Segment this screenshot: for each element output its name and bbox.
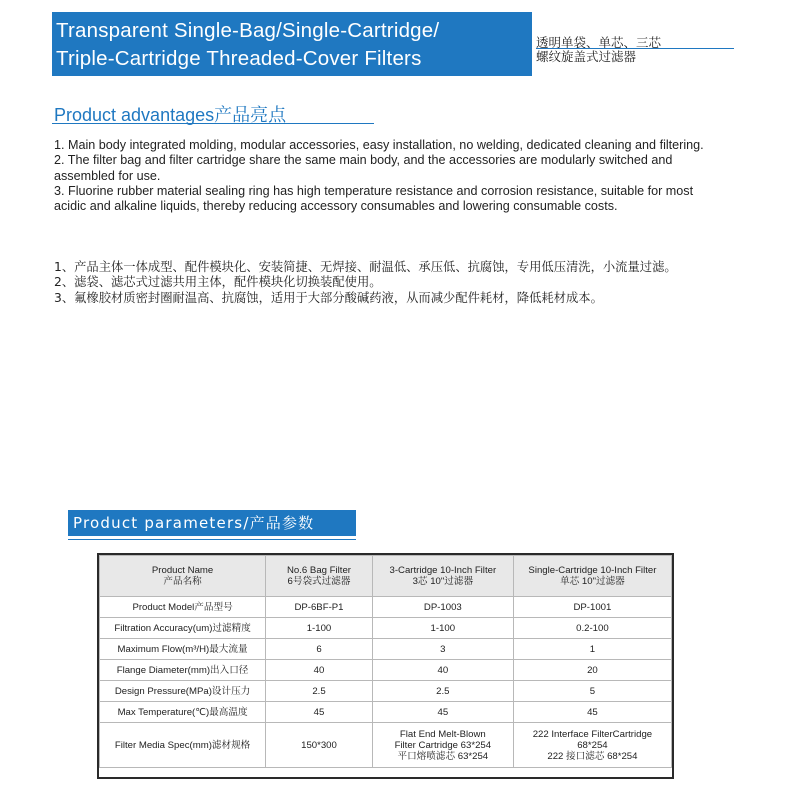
row-label: Filtration Accuracy(um)过滤精度: [100, 618, 266, 639]
row-value: 5: [513, 681, 671, 702]
title-cn: [536, 36, 661, 64]
row-value: [372, 723, 513, 768]
header-cell: [513, 556, 671, 597]
row-value: 1: [513, 639, 671, 660]
title-banner: [52, 12, 532, 76]
media-line: 68*254: [577, 739, 608, 751]
table-row: [100, 702, 672, 723]
row-value: 150*300: [266, 723, 373, 768]
header-cell: [266, 556, 373, 597]
title-cn-divider: [536, 48, 734, 49]
header-en: No.6 Bag Filter: [286, 565, 351, 576]
header-en: Single-Cartridge 10-Inch Filter: [528, 565, 657, 576]
header-en: 3-Cartridge 10-Inch Filter: [389, 565, 497, 576]
table-row: [100, 723, 672, 768]
advantage-cn-item: 2、滤袋、滤芯式过滤共用主体，配件模块化切换装配使用。: [54, 275, 382, 290]
header-en: Product Name: [151, 565, 214, 576]
header-cn: 产品名称: [163, 576, 202, 587]
row-value: 2.5: [372, 681, 513, 702]
header-cn: 单芯 10"过滤器: [560, 576, 625, 587]
row-label: Maximum Flow(m³/H)最大流量: [100, 639, 266, 660]
row-value: 1-100: [266, 618, 373, 639]
header-cell: [372, 556, 513, 597]
row-value: 0.2-100: [513, 618, 671, 639]
row-value: 45: [266, 702, 373, 723]
parameters-table: [99, 555, 672, 768]
title-en-line1: Transparent Single-Bag/Single-Cartridge/: [56, 19, 440, 42]
media-line: Flat End Melt-Blown: [399, 728, 486, 740]
advantage-cn-item: 1、产品主体一体成型、配件模块化、安装简捷、无焊接、耐温低、承压低、抗腐蚀，专用低压清洗，小流量过滤。: [54, 260, 677, 274]
row-label: Design Pressure(MPa)设计压力: [100, 681, 266, 702]
table-row: [100, 660, 672, 681]
parameters-heading: Product parameters/产品参数: [68, 510, 356, 536]
header-cell: [100, 556, 266, 597]
table-row: [100, 618, 672, 639]
table-row: [100, 681, 672, 702]
advantage-cn-item: 3、氟橡胶材质密封圈耐温高、抗腐蚀，适用于大部分酸碱药液，从而减少配件耗材，降低耗材成本。: [54, 290, 603, 305]
title-cn-line2: 螺纹旋盖式过滤器: [536, 49, 637, 64]
media-line: 222 Interface FilterCartridge: [532, 728, 653, 740]
row-label: Product Model产品型号: [100, 597, 266, 618]
row-value: 3: [372, 639, 513, 660]
row-value: DP-1001: [513, 597, 671, 618]
table-header-row: [100, 556, 672, 597]
row-value: 6: [266, 639, 373, 660]
row-value: DP-1003: [372, 597, 513, 618]
advantage-en-item: 1. Main body integrated molding, modular accessories, easy installation, no welding, dedicated cleaning and filtering.: [54, 138, 704, 152]
advantages-divider: [52, 123, 374, 124]
advantage-en-item: 3. Fluorine rubber material sealing ring has high temperature resistance and corrosion resistance, suitable for most acidic and alkaline liquids, thereby reducing accessory consumables and lowering consumable costs.: [54, 183, 694, 214]
media-line: 222 接口滤芯 68*254: [547, 750, 638, 762]
advantages-cn-list: [54, 260, 724, 306]
advantages-heading: Product advantages产品亮点: [54, 105, 287, 125]
header-cn: 6号袋式过滤器: [287, 576, 351, 587]
media-line: 平口熔喷滤芯 63*254: [397, 750, 489, 762]
row-value: [513, 723, 671, 768]
row-value: DP-6BF-P1: [266, 597, 373, 618]
table-row: [100, 639, 672, 660]
advantages-en-list: [54, 138, 724, 214]
row-value: 2.5: [266, 681, 373, 702]
advantage-en-item: 2. The filter bag and filter cartridge share the same main body, and the accessories are modularly switched and assembled for use.: [54, 153, 673, 183]
row-value: 1-100: [372, 618, 513, 639]
row-value: 45: [372, 702, 513, 723]
title-cn-line1: 透明单袋、单芯、三芯: [536, 35, 662, 50]
row-value: 45: [513, 702, 671, 723]
row-value: 40: [266, 660, 373, 681]
row-value: 20: [513, 660, 671, 681]
row-label: Filter Media Spec(mm)滤材规格: [100, 723, 266, 768]
media-line: Filter Cartridge 63*254: [394, 739, 492, 751]
header-cn: 3芯 10"过滤器: [412, 576, 474, 587]
row-label: Max Temperature(℃)最高温度: [100, 702, 266, 723]
table-row: [100, 597, 672, 618]
row-value: 40: [372, 660, 513, 681]
title-en-line2: Triple-Cartridge Threaded-Cover Filters: [56, 47, 422, 70]
parameters-divider: [68, 539, 356, 540]
row-label: Flange Diameter(mm)出入口径: [100, 660, 266, 681]
